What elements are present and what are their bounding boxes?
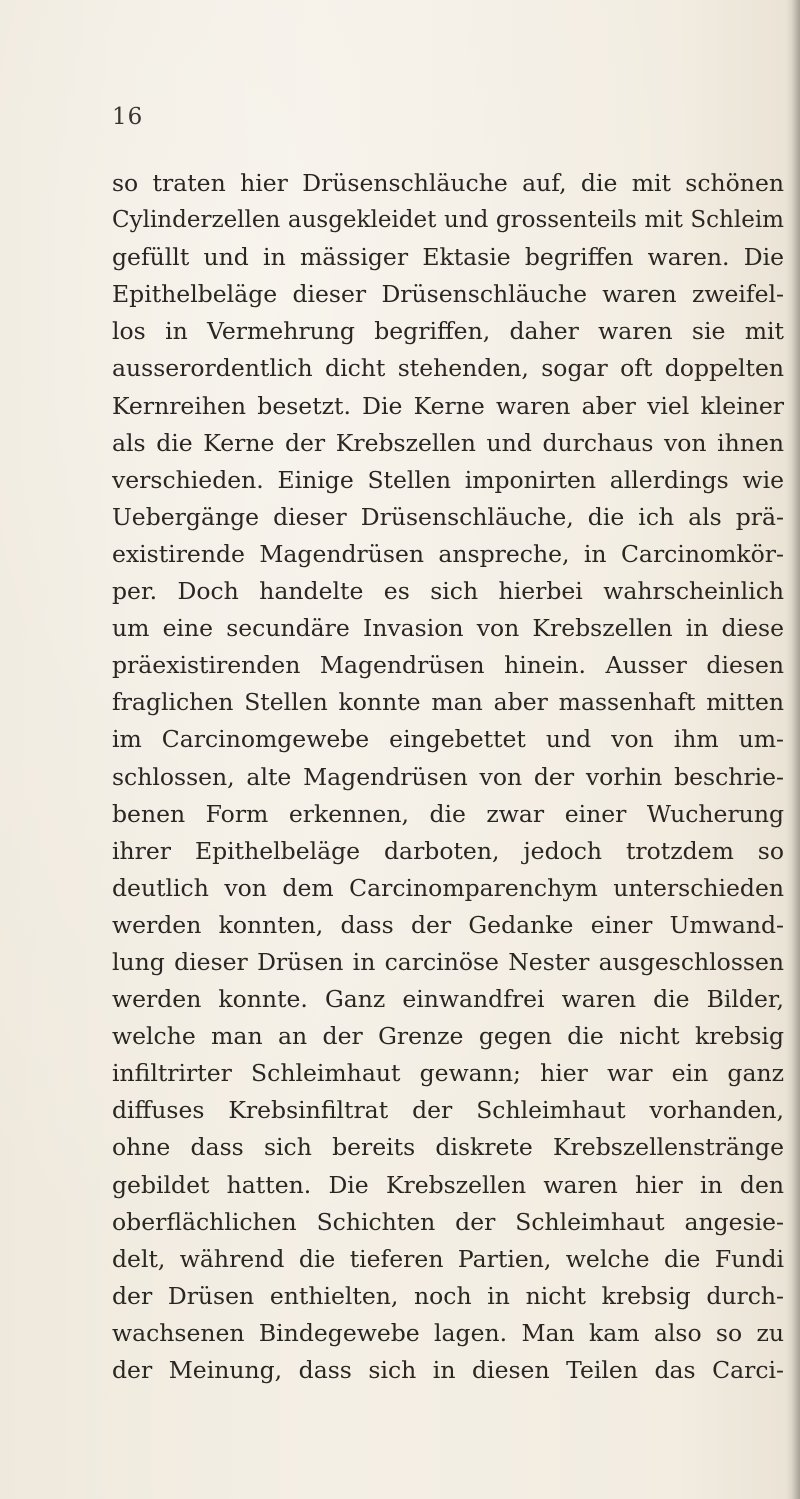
- text-line: deutlich von dem Carcinomparenchym unterschieden: [112, 873, 784, 902]
- text-line: oberflächlichen Schichten der Schleimhaut angesie-: [112, 1207, 784, 1236]
- text-line: Epithelbeläge dieser Drüsenschläuche waren zweifel-: [112, 280, 784, 309]
- text-line: ohne dass sich bereits diskrete Krebszellenstränge: [112, 1133, 784, 1162]
- text-line: schlossen, alte Magendrüsen von der vorhin beschrie-: [112, 762, 784, 791]
- text-line: per. Doch handelte es sich hierbei wahrscheinlich: [112, 577, 784, 606]
- text-line: im Carcinomgewebe eingebettet und von ihm um-: [112, 725, 784, 754]
- text-line: werden konnten, dass der Gedanke einer Umwand-: [112, 910, 784, 939]
- text-line: Uebergänge dieser Drüsenschläuche, die ich als prä-: [112, 502, 784, 531]
- text-line: so traten hier Drüsenschläuche auf, die mit schönen: [112, 169, 784, 197]
- page-number: 16: [112, 104, 144, 130]
- text-line: los in Vermehrung begriffen, daher waren sie mit: [112, 317, 784, 346]
- text-line: gefüllt und in mässiger Ektasie begriffen waren. Die: [112, 243, 784, 272]
- text-line: diffuses Krebsinfiltrat der Schleimhaut vorhanden,: [112, 1096, 784, 1125]
- text-line: Cylinderzellen ausgekleidet und grossenteils mit Schleim: [112, 207, 784, 234]
- text-line: existirende Magendrüsen anspreche, in Carcinomkör-: [112, 539, 784, 568]
- page-edge-shadow: [786, 0, 800, 1499]
- text-line: präexistirenden Magendrüsen hinein. Ausser diesen: [112, 651, 784, 680]
- text-line: verschieden. Einige Stellen imponirten allerdings wie: [112, 465, 784, 494]
- text-line: Kernreihen besetzt. Die Kerne waren aber viel kleiner: [112, 391, 784, 420]
- text-line: welche man an der Grenze gegen die nicht krebsig: [112, 1022, 784, 1051]
- text-line: werden konnte. Ganz einwandfrei waren die Bilder,: [112, 985, 784, 1014]
- text-line: gebildet hatten. Die Krebszellen waren hier in den: [112, 1170, 784, 1199]
- text-line: als die Kerne der Krebszellen und durchaus von ihnen: [112, 428, 784, 457]
- text-line: der Meinung, dass sich in diesen Teilen das Carci-: [112, 1356, 784, 1384]
- text-line: ihrer Epithelbeläge darboten, jedoch trotzdem so: [112, 836, 784, 865]
- body-text: [112, 165, 784, 1389]
- text-line: um eine secundäre Invasion von Krebszellen in diese: [112, 614, 784, 643]
- text-line: fraglichen Stellen konnte man aber massenhaft mitten: [112, 688, 784, 717]
- text-line: der Drüsen enthielten, noch in nicht krebsig durch-: [112, 1281, 784, 1310]
- text-line: wachsenen Bindegewebe lagen. Man kam also so zu: [112, 1318, 784, 1347]
- text-line: lung dieser Drüsen in carcinöse Nester ausgeschlossen: [112, 947, 784, 976]
- text-line: ausserordentlich dicht stehenden, sogar oft doppelten: [112, 354, 784, 383]
- text-line: benen Form erkennen, die zwar einer Wucherung: [112, 799, 784, 828]
- text-line: infiltrirter Schleimhaut gewann; hier war ein ganz: [112, 1059, 784, 1088]
- text-line: delt, während die tieferen Partien, welche die Fundi: [112, 1244, 784, 1273]
